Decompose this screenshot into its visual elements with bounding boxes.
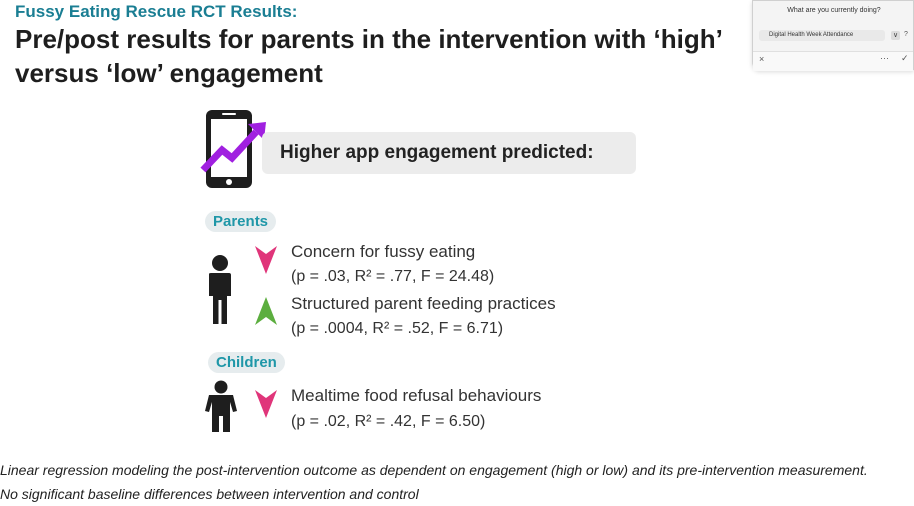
down-arrow-icon — [254, 245, 278, 275]
banner-text: Higher app engagement predicted: — [280, 142, 594, 163]
slide-subtitle: Fussy Eating Rescue RCT Results: — [15, 2, 298, 21]
children-label: Children — [208, 352, 285, 373]
up-arrow-icon — [254, 296, 278, 326]
footnote-baseline: No significant baseline differences between intervention and control — [0, 486, 419, 502]
item-concern-stats: (p = .03, R² = .77, F = 24.48) — [291, 268, 495, 285]
down-arrow-icon — [254, 389, 278, 419]
item-concern-name: Concern for fussy eating — [291, 242, 476, 261]
adult-person-icon — [205, 254, 235, 324]
close-icon[interactable]: × — [759, 54, 765, 64]
widget-question: What are you currently doing? — [787, 7, 881, 14]
widget-footer — [753, 51, 913, 71]
item-refusal-name: Mealtime food refusal behaviours — [291, 386, 542, 405]
checkmark-icon[interactable]: ✓ — [901, 53, 909, 63]
parents-label: Parents — [205, 211, 276, 232]
slide-title-line-2: versus ‘low’ engagement — [15, 58, 323, 88]
more-icon[interactable]: ··· — [880, 53, 889, 63]
chevron-down-icon[interactable]: ∨ — [892, 32, 899, 39]
help-icon[interactable]: ? — [904, 31, 908, 38]
item-refusal-stats: (p = .02, R² = .42, F = 6.50) — [291, 413, 486, 430]
child-person-icon — [204, 380, 238, 432]
phone-trend-icon — [200, 108, 270, 190]
footnote-regression: Linear regression modeling the post-intervention outcome as dependent on engagement (high or low) and its pre-intervention measurement. — [0, 462, 868, 478]
activity-select[interactable]: Digital Health Week Attendance — [759, 30, 885, 41]
slide-title — [15, 22, 755, 90]
item-structured-stats: (p = .0004, R² = .52, F = 6.71) — [291, 320, 504, 337]
slide-title-line-1: Pre/post results for parents in the intervention with ‘high’ — [15, 24, 723, 54]
item-structured-name: Structured parent feeding practices — [291, 294, 556, 313]
status-widget — [752, 0, 914, 70]
